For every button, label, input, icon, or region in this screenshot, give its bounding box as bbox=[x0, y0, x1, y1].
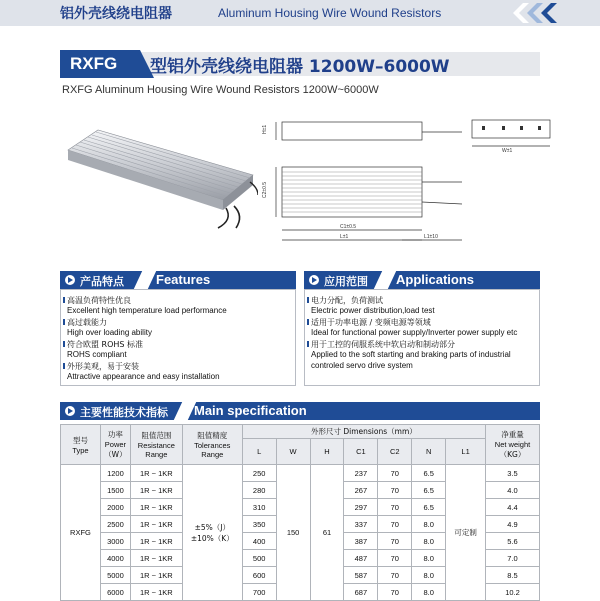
weight-cell: 3.5 bbox=[486, 465, 540, 482]
l1-cell: 可定制 bbox=[446, 465, 486, 601]
applications-header bbox=[304, 271, 540, 289]
c2-cell: 70 bbox=[378, 465, 412, 482]
applications-title-cn: 应用范围 bbox=[324, 275, 368, 288]
c1-cell: 387 bbox=[344, 533, 378, 550]
label-w1: W±1 bbox=[502, 148, 513, 154]
c1-cell: 337 bbox=[344, 516, 378, 533]
range-cell: 1R ~ 1KR bbox=[130, 584, 182, 601]
col-C1: C1 bbox=[344, 439, 378, 465]
weight-cell: 4.0 bbox=[486, 482, 540, 499]
col-weight: 净重量 Net weight （KG） bbox=[486, 425, 540, 465]
tolerance-j: ±5%（J） bbox=[194, 522, 230, 532]
range-cell: 1R ~ 1KR bbox=[130, 465, 182, 482]
col-power: 功率 Power （W） bbox=[100, 425, 130, 465]
model-badge: RXFG bbox=[60, 50, 140, 78]
weight-cell: 8.5 bbox=[486, 567, 540, 584]
n-cell: 8.0 bbox=[412, 550, 446, 567]
tolerance-cell bbox=[182, 465, 242, 601]
play-icon bbox=[65, 275, 75, 285]
c1-cell: 487 bbox=[344, 550, 378, 567]
play-icon bbox=[65, 406, 75, 416]
power-cell: 1500 bbox=[100, 482, 130, 499]
weight-cell: 7.0 bbox=[486, 550, 540, 567]
length-cell: 500 bbox=[242, 550, 276, 567]
label-c2: C2±0.5 bbox=[262, 181, 268, 198]
range-cell: 1R ~ 1KR bbox=[130, 516, 182, 533]
weight-cell: 4.4 bbox=[486, 499, 540, 516]
c2-cell: 70 bbox=[378, 482, 412, 499]
col-dimensions: 外形尺寸 Dimensions（mm） bbox=[242, 425, 485, 439]
spec-table bbox=[60, 424, 540, 601]
application-en-2: Ideal for functional power supply/Inverter power supply etc bbox=[311, 328, 518, 337]
power-cell: 1200 bbox=[100, 465, 130, 482]
range-cell: 1R ~ 1KR bbox=[130, 550, 182, 567]
spec-title-cn: 主要性能技术指标 bbox=[80, 406, 168, 419]
power-cell: 2000 bbox=[100, 499, 130, 516]
feature-en-3: ROHS compliant bbox=[67, 350, 127, 359]
c2-cell: 70 bbox=[378, 567, 412, 584]
col-range: 阻值范围 Resistance Range bbox=[130, 425, 182, 465]
application-cn-3: 用于工控的伺服系统中软启动和制动部分 bbox=[311, 340, 455, 349]
application-en-4: controled servo drive system bbox=[311, 361, 413, 370]
feature-cn-4: 外形美观，易于安装 bbox=[67, 362, 139, 371]
c1-cell: 267 bbox=[344, 482, 378, 499]
spec-header bbox=[60, 402, 540, 420]
resistor-photo bbox=[58, 120, 258, 230]
n-cell: 6.5 bbox=[412, 482, 446, 499]
c2-cell: 70 bbox=[378, 516, 412, 533]
features-title-en: Features bbox=[156, 272, 211, 287]
chevrons-icon bbox=[505, 0, 565, 26]
header-notch bbox=[134, 271, 156, 289]
col-W: W bbox=[276, 439, 310, 465]
length-cell: 400 bbox=[242, 533, 276, 550]
length-cell: 310 bbox=[242, 499, 276, 516]
power-cell: 5000 bbox=[100, 567, 130, 584]
label-lead: L1±10 bbox=[424, 234, 438, 240]
feature-cn-1: 高温负荷特性优良 bbox=[67, 296, 131, 305]
feature-en-1: Excellent high temperature load performance bbox=[67, 306, 227, 315]
power-cell: 6000 bbox=[100, 584, 130, 601]
tolerance-k: ±10%（K） bbox=[190, 533, 234, 543]
n-cell: 8.0 bbox=[412, 533, 446, 550]
feature-en-4: Attractive appearance and easy installation bbox=[67, 372, 220, 381]
n-cell: 8.0 bbox=[412, 567, 446, 584]
col-tolerance: 阻值精度 Tolerances Range bbox=[182, 425, 242, 465]
length-cell: 700 bbox=[242, 584, 276, 601]
applications-box bbox=[304, 289, 540, 386]
range-cell: 1R ~ 1KR bbox=[130, 567, 182, 584]
n-cell: 8.0 bbox=[412, 584, 446, 601]
c1-cell: 587 bbox=[344, 567, 378, 584]
play-icon bbox=[309, 275, 319, 285]
col-L1: L1 bbox=[446, 439, 486, 465]
header-title-cn: 铝外壳线绕电阻器 bbox=[60, 6, 172, 22]
c2-cell: 70 bbox=[378, 584, 412, 601]
range-cell: 1R ~ 1KR bbox=[130, 533, 182, 550]
application-en-3: Applied to the soft starting and braking parts of industrial bbox=[311, 350, 511, 359]
height-cell: 61 bbox=[310, 465, 344, 601]
n-cell: 6.5 bbox=[412, 499, 446, 516]
col-type: 型号 Type bbox=[61, 425, 101, 465]
weight-cell: 10.2 bbox=[486, 584, 540, 601]
c2-cell: 70 bbox=[378, 550, 412, 567]
c1-cell: 237 bbox=[344, 465, 378, 482]
length-cell: 280 bbox=[242, 482, 276, 499]
features-title-cn: 产品特点 bbox=[80, 275, 124, 288]
features-box bbox=[60, 289, 296, 386]
col-N: N bbox=[412, 439, 446, 465]
weight-cell: 4.9 bbox=[486, 516, 540, 533]
n-cell: 8.0 bbox=[412, 516, 446, 533]
type-cell: RXFG bbox=[61, 465, 101, 601]
feature-en-2: High over loading ability bbox=[67, 328, 152, 337]
application-en-1: Electric power distribution,load test bbox=[311, 306, 435, 315]
application-cn-1: 电力分配，负荷测试 bbox=[311, 296, 383, 305]
power-cell: 2500 bbox=[100, 516, 130, 533]
col-C2: C2 bbox=[378, 439, 412, 465]
c2-cell: 70 bbox=[378, 499, 412, 516]
label-h1: H±1 bbox=[262, 124, 268, 134]
header-notch bbox=[374, 271, 396, 289]
dimension-drawing bbox=[262, 112, 552, 260]
c1-cell: 687 bbox=[344, 584, 378, 601]
header-band bbox=[0, 0, 600, 26]
range-cell: 1R ~ 1KR bbox=[130, 499, 182, 516]
product-title-cn: 型铝外壳线绕电阻器 1200W–6000W bbox=[150, 57, 450, 77]
header-title-en: Aluminum Housing Wire Wound Resistors bbox=[218, 6, 442, 20]
product-title-en: RXFG Aluminum Housing Wire Wound Resistors 1200W~6000W bbox=[62, 84, 379, 96]
label-c1: C1±0.5 bbox=[340, 224, 357, 230]
power-cell: 4000 bbox=[100, 550, 130, 567]
col-H: H bbox=[310, 439, 344, 465]
label-l1: L±1 bbox=[340, 234, 349, 240]
length-cell: 350 bbox=[242, 516, 276, 533]
n-cell: 6.5 bbox=[412, 465, 446, 482]
table-row bbox=[61, 465, 540, 482]
features-header bbox=[60, 271, 296, 289]
width-cell: 150 bbox=[276, 465, 310, 601]
c2-cell: 70 bbox=[378, 533, 412, 550]
application-cn-2: 适用于功率电源 / 变频电源等领域 bbox=[311, 318, 431, 327]
c1-cell: 297 bbox=[344, 499, 378, 516]
range-cell: 1R ~ 1KR bbox=[130, 482, 182, 499]
applications-title-en: Applications bbox=[396, 272, 475, 287]
feature-cn-2: 高过载能力 bbox=[67, 318, 107, 327]
col-L: L bbox=[242, 439, 276, 465]
weight-cell: 5.6 bbox=[486, 533, 540, 550]
power-cell: 3000 bbox=[100, 533, 130, 550]
spec-title-en: Main specification bbox=[194, 403, 307, 418]
length-cell: 250 bbox=[242, 465, 276, 482]
header-notch bbox=[174, 402, 196, 420]
length-cell: 600 bbox=[242, 567, 276, 584]
feature-cn-3: 符合欧盟 ROHS 标准 bbox=[67, 340, 144, 349]
